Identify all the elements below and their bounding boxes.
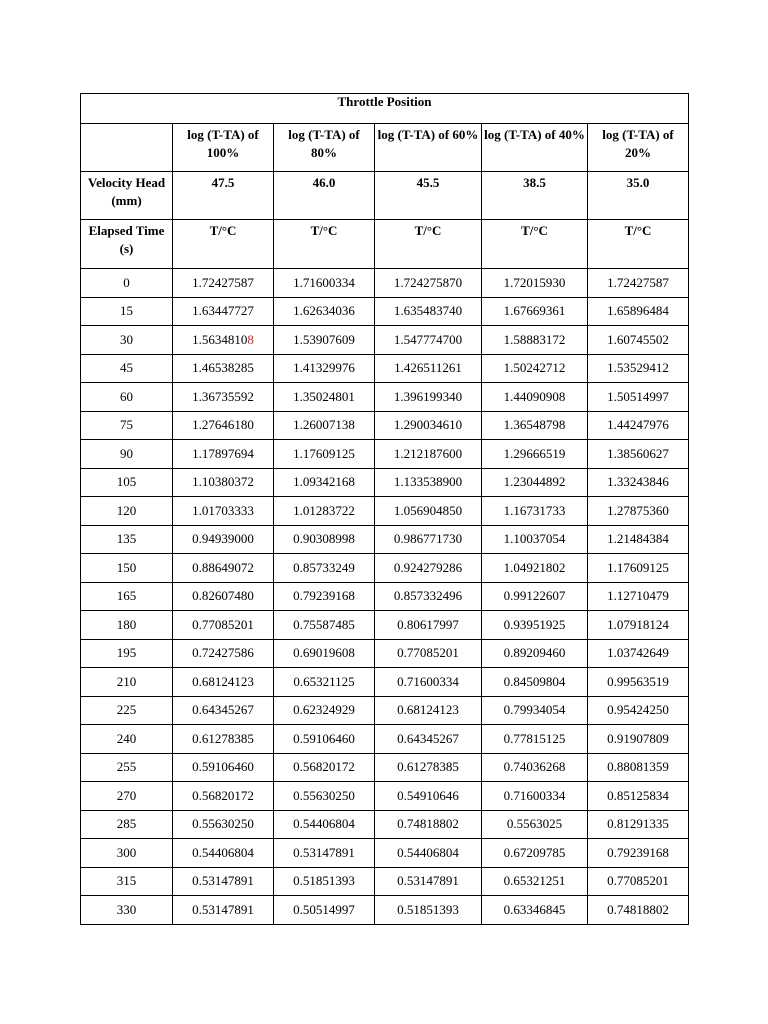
column-header: log (T-TA) of 80% bbox=[274, 124, 375, 172]
value-cell: 1.56348108 bbox=[173, 326, 274, 355]
value-cell: 1.27646180 bbox=[173, 411, 274, 440]
value-cell: 0.53147891 bbox=[173, 867, 274, 896]
elapsed-time-label: Elapsed Time (s) bbox=[81, 220, 173, 269]
elapsed-time-cell: 75 bbox=[81, 411, 173, 440]
table-title: Throttle Position bbox=[81, 94, 689, 124]
value-cell: 0.986771730 bbox=[375, 525, 482, 554]
value-cell: 0.51851393 bbox=[375, 896, 482, 925]
value-cell: 1.04921802 bbox=[482, 554, 588, 583]
value-cell: 0.94939000 bbox=[173, 525, 274, 554]
value-cell: 0.55630250 bbox=[173, 810, 274, 839]
value-cell: 0.64345267 bbox=[375, 725, 482, 754]
value-cell: 0.50514997 bbox=[274, 896, 375, 925]
elapsed-time-cell: 105 bbox=[81, 468, 173, 497]
table-row bbox=[81, 611, 689, 640]
elapsed-time-cell: 195 bbox=[81, 639, 173, 668]
unit-label: T/°C bbox=[375, 220, 482, 269]
value-cell: 1.33243846 bbox=[588, 468, 689, 497]
value-cell: 1.23044892 bbox=[482, 468, 588, 497]
value-cell: 0.82607480 bbox=[173, 582, 274, 611]
table-row bbox=[81, 725, 689, 754]
value-cell: 0.75587485 bbox=[274, 611, 375, 640]
elapsed-time-cell: 285 bbox=[81, 810, 173, 839]
value-cell: 0.54406804 bbox=[375, 839, 482, 868]
value-cell: 1.056904850 bbox=[375, 497, 482, 526]
velocity-head-value: 35.0 bbox=[588, 172, 689, 220]
elapsed-time-cell: 180 bbox=[81, 611, 173, 640]
column-header-row bbox=[81, 124, 689, 172]
value-cell: 0.81291335 bbox=[588, 810, 689, 839]
elapsed-time-cell: 255 bbox=[81, 753, 173, 782]
table-row bbox=[81, 383, 689, 412]
value-cell: 0.79239168 bbox=[588, 839, 689, 868]
table-row bbox=[81, 468, 689, 497]
value-cell: 0.54406804 bbox=[173, 839, 274, 868]
unit-label: T/°C bbox=[482, 220, 588, 269]
value-cell: 0.857332496 bbox=[375, 582, 482, 611]
table-row bbox=[81, 525, 689, 554]
corner-cell bbox=[81, 124, 173, 172]
value-cell: 1.17609125 bbox=[588, 554, 689, 583]
elapsed-time-cell: 210 bbox=[81, 668, 173, 697]
value-cell: 1.10037054 bbox=[482, 525, 588, 554]
value-cell: 1.62634036 bbox=[274, 297, 375, 326]
table-row bbox=[81, 639, 689, 668]
value-cell: 0.85733249 bbox=[274, 554, 375, 583]
value-cell: 1.290034610 bbox=[375, 411, 482, 440]
value-cell: 1.53907609 bbox=[274, 326, 375, 355]
value-cell: 0.53147891 bbox=[274, 839, 375, 868]
value-cell: 1.17897694 bbox=[173, 440, 274, 469]
elapsed-time-cell: 135 bbox=[81, 525, 173, 554]
value-cell: 1.72015930 bbox=[482, 269, 588, 298]
value-cell: 0.53147891 bbox=[173, 896, 274, 925]
value-cell: 0.71600334 bbox=[375, 668, 482, 697]
value-cell: 0.56820172 bbox=[173, 782, 274, 811]
value-cell: 1.36548798 bbox=[482, 411, 588, 440]
elapsed-time-cell: 15 bbox=[81, 297, 173, 326]
elapsed-time-cell: 45 bbox=[81, 354, 173, 383]
value-cell: 0.59106460 bbox=[274, 725, 375, 754]
value-cell: 0.88081359 bbox=[588, 753, 689, 782]
value-cell: 0.63346845 bbox=[482, 896, 588, 925]
column-header: log (T-TA) of 40% bbox=[482, 124, 588, 172]
elapsed-time-cell: 225 bbox=[81, 696, 173, 725]
value-cell: 0.65321125 bbox=[274, 668, 375, 697]
table-row bbox=[81, 668, 689, 697]
value-cell: 0.71600334 bbox=[482, 782, 588, 811]
value-cell: 0.62324929 bbox=[274, 696, 375, 725]
value-cell: 1.38560627 bbox=[588, 440, 689, 469]
value-cell: 0.90308998 bbox=[274, 525, 375, 554]
velocity-head-value: 46.0 bbox=[274, 172, 375, 220]
value-cell: 1.50514997 bbox=[588, 383, 689, 412]
value-cell: 1.547774700 bbox=[375, 326, 482, 355]
table-row bbox=[81, 582, 689, 611]
table-row bbox=[81, 753, 689, 782]
unit-label: T/°C bbox=[588, 220, 689, 269]
velocity-head-label: Velocity Head (mm) bbox=[81, 172, 173, 220]
table-row bbox=[81, 440, 689, 469]
table-row bbox=[81, 269, 689, 298]
value-cell: 1.03742649 bbox=[588, 639, 689, 668]
value-cell: 1.396199340 bbox=[375, 383, 482, 412]
value-cell: 0.88649072 bbox=[173, 554, 274, 583]
value-cell: 0.77815125 bbox=[482, 725, 588, 754]
table-row bbox=[81, 554, 689, 583]
value-cell: 0.91907809 bbox=[588, 725, 689, 754]
value-cell: 1.26007138 bbox=[274, 411, 375, 440]
value-cell: 1.01703333 bbox=[173, 497, 274, 526]
table-row bbox=[81, 497, 689, 526]
elapsed-time-cell: 330 bbox=[81, 896, 173, 925]
value-cell: 1.53529412 bbox=[588, 354, 689, 383]
value-cell: 0.85125834 bbox=[588, 782, 689, 811]
velocity-head-value: 47.5 bbox=[173, 172, 274, 220]
value-cell: 0.74036268 bbox=[482, 753, 588, 782]
value-cell: 0.99563519 bbox=[588, 668, 689, 697]
value-cell: 0.61278385 bbox=[375, 753, 482, 782]
elapsed-time-cell: 90 bbox=[81, 440, 173, 469]
value-cell: 1.44247976 bbox=[588, 411, 689, 440]
elapsed-time-cell: 150 bbox=[81, 554, 173, 583]
value-cell: 1.635483740 bbox=[375, 297, 482, 326]
column-header: log (T-TA) of 60% bbox=[375, 124, 482, 172]
value-cell: 0.65321251 bbox=[482, 867, 588, 896]
value-cell: 1.72427587 bbox=[173, 269, 274, 298]
value-cell: 0.77085201 bbox=[588, 867, 689, 896]
value-cell: 0.5563025 bbox=[482, 810, 588, 839]
value-cell: 1.724275870 bbox=[375, 269, 482, 298]
elapsed-time-cell: 270 bbox=[81, 782, 173, 811]
table-row bbox=[81, 782, 689, 811]
elapsed-time-cell: 240 bbox=[81, 725, 173, 754]
elapsed-time-cell: 120 bbox=[81, 497, 173, 526]
value-cell: 1.35024801 bbox=[274, 383, 375, 412]
velocity-head-row bbox=[81, 172, 689, 220]
value-cell: 0.77085201 bbox=[375, 639, 482, 668]
value-cell: 0.93951925 bbox=[482, 611, 588, 640]
value-cell: 0.67209785 bbox=[482, 839, 588, 868]
table-row bbox=[81, 839, 689, 868]
value-cell: 0.55630250 bbox=[274, 782, 375, 811]
elapsed-time-cell: 30 bbox=[81, 326, 173, 355]
value-cell: 1.07918124 bbox=[588, 611, 689, 640]
value-cell: 1.50242712 bbox=[482, 354, 588, 383]
value-cell: 1.63447727 bbox=[173, 297, 274, 326]
value-cell: 1.12710479 bbox=[588, 582, 689, 611]
value-cell: 0.51851393 bbox=[274, 867, 375, 896]
value-cell: 0.80617997 bbox=[375, 611, 482, 640]
value-cell: 0.53147891 bbox=[375, 867, 482, 896]
velocity-head-value: 45.5 bbox=[375, 172, 482, 220]
column-header: log (T-TA) of 20% bbox=[588, 124, 689, 172]
elapsed-time-cell: 60 bbox=[81, 383, 173, 412]
value-cell: 0.74818802 bbox=[375, 810, 482, 839]
value-cell: 0.69019608 bbox=[274, 639, 375, 668]
value-cell: 1.27875360 bbox=[588, 497, 689, 526]
value-cell: 1.10380372 bbox=[173, 468, 274, 497]
value-cell: 1.29666519 bbox=[482, 440, 588, 469]
data-table bbox=[80, 93, 689, 925]
table-row bbox=[81, 896, 689, 925]
unit-row bbox=[81, 220, 689, 269]
value-cell: 1.44090908 bbox=[482, 383, 588, 412]
value-cell: 0.79239168 bbox=[274, 582, 375, 611]
value-cell: 1.36735592 bbox=[173, 383, 274, 412]
value-cell: 1.17609125 bbox=[274, 440, 375, 469]
value-cell: 0.84509804 bbox=[482, 668, 588, 697]
value-cell: 0.89209460 bbox=[482, 639, 588, 668]
value-cell: 0.54910646 bbox=[375, 782, 482, 811]
title-row bbox=[81, 94, 689, 124]
value-cell: 1.133538900 bbox=[375, 468, 482, 497]
table-row bbox=[81, 354, 689, 383]
value-cell: 1.65896484 bbox=[588, 297, 689, 326]
table-row bbox=[81, 411, 689, 440]
value-cell: 0.79934054 bbox=[482, 696, 588, 725]
velocity-head-value: 38.5 bbox=[482, 172, 588, 220]
value-cell: 0.72427586 bbox=[173, 639, 274, 668]
value-cell: 1.426511261 bbox=[375, 354, 482, 383]
elapsed-time-cell: 165 bbox=[81, 582, 173, 611]
column-header: log (T-TA) of 100% bbox=[173, 124, 274, 172]
value-cell: 1.01283722 bbox=[274, 497, 375, 526]
unit-label: T/°C bbox=[274, 220, 375, 269]
value-cell: 0.54406804 bbox=[274, 810, 375, 839]
value-cell: 0.95424250 bbox=[588, 696, 689, 725]
table-row bbox=[81, 867, 689, 896]
value-cell: 0.61278385 bbox=[173, 725, 274, 754]
value-cell: 1.60745502 bbox=[588, 326, 689, 355]
table-row bbox=[81, 326, 689, 355]
value-cell: 0.99122607 bbox=[482, 582, 588, 611]
value-cell: 1.67669361 bbox=[482, 297, 588, 326]
value-cell: 0.77085201 bbox=[173, 611, 274, 640]
value-cell: 1.72427587 bbox=[588, 269, 689, 298]
table-row bbox=[81, 297, 689, 326]
value-cell: 0.59106460 bbox=[173, 753, 274, 782]
value-cell: 1.09342168 bbox=[274, 468, 375, 497]
value-cell: 1.71600334 bbox=[274, 269, 375, 298]
elapsed-time-cell: 300 bbox=[81, 839, 173, 868]
value-cell: 1.16731733 bbox=[482, 497, 588, 526]
value-cell: 0.68124123 bbox=[173, 668, 274, 697]
table-row bbox=[81, 696, 689, 725]
value-cell: 0.68124123 bbox=[375, 696, 482, 725]
value-cell: 0.56820172 bbox=[274, 753, 375, 782]
value-cell: 1.21484384 bbox=[588, 525, 689, 554]
elapsed-time-cell: 0 bbox=[81, 269, 173, 298]
value-cell: 0.74818802 bbox=[588, 896, 689, 925]
value-cell: 0.64345267 bbox=[173, 696, 274, 725]
value-cell: 0.924279286 bbox=[375, 554, 482, 583]
value-cell: 1.46538285 bbox=[173, 354, 274, 383]
unit-label: T/°C bbox=[173, 220, 274, 269]
value-cell: 1.41329976 bbox=[274, 354, 375, 383]
elapsed-time-cell: 315 bbox=[81, 867, 173, 896]
value-cell: 1.212187600 bbox=[375, 440, 482, 469]
value-cell: 1.58883172 bbox=[482, 326, 588, 355]
table-row bbox=[81, 810, 689, 839]
